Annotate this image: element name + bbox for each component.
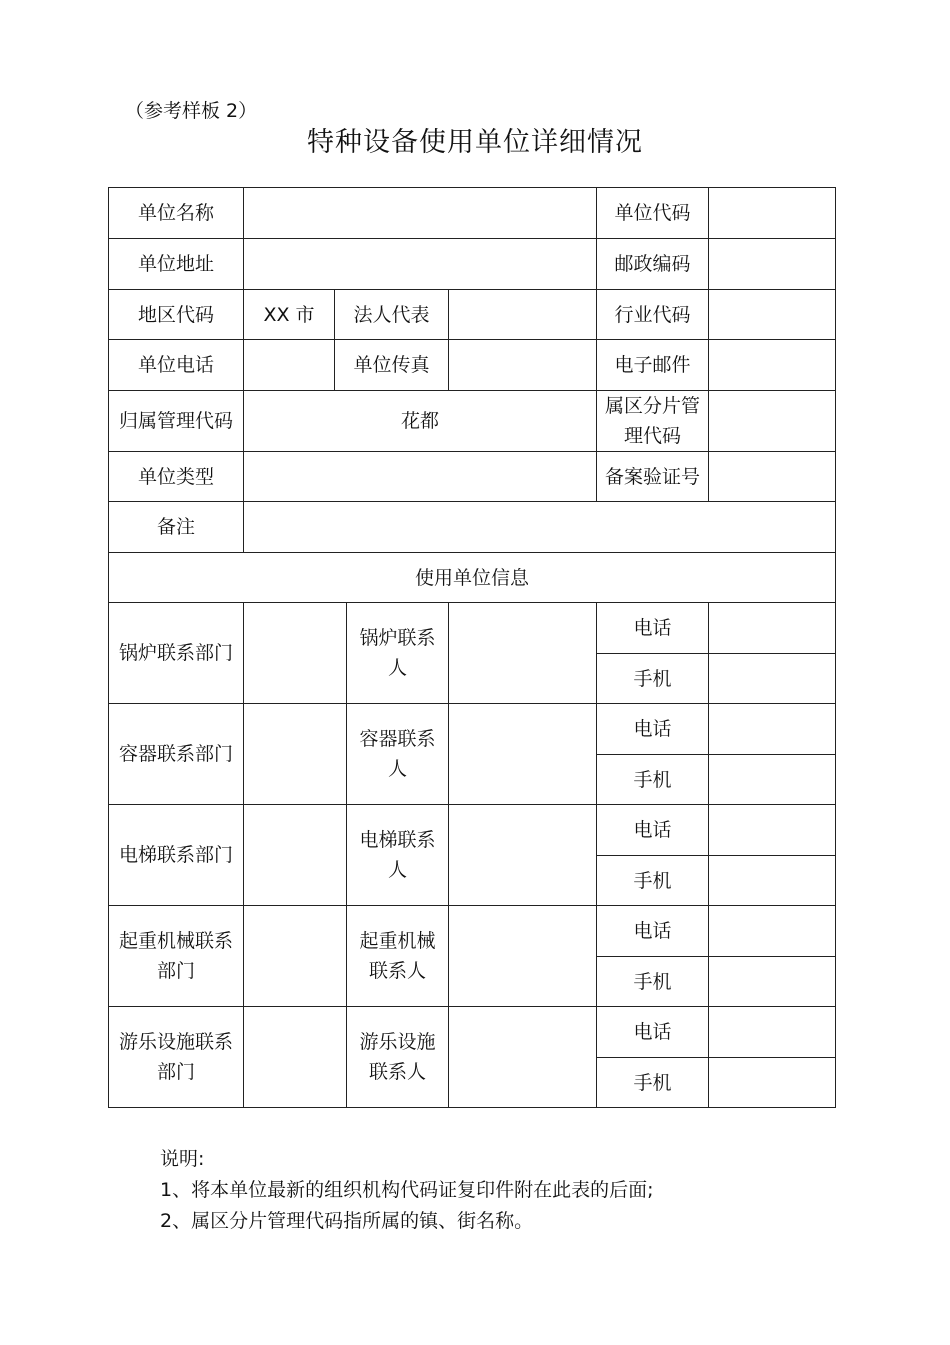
notes-block <box>160 1144 654 1237</box>
row-remark <box>109 502 836 553</box>
boiler-mobile-field[interactable] <box>709 654 836 704</box>
legal-rep-field[interactable] <box>449 290 597 340</box>
note-item: 2、属区分片管理代码指所属的镇、街名称。 <box>160 1210 534 1232</box>
crane-person-label: 起重机械联系人 <box>347 906 449 1007</box>
elevator-phone-label: 电话 <box>597 805 709 856</box>
vessel-person-field[interactable] <box>449 704 597 805</box>
vessel-phone-label: 电话 <box>597 704 709 755</box>
email-label: 电子邮件 <box>597 340 709 391</box>
boiler-dept-field[interactable] <box>244 603 347 704</box>
contact-row-amusement <box>109 1007 836 1058</box>
row-admin-code <box>109 391 836 452</box>
amusement-person-label: 游乐设施联系人 <box>347 1007 449 1108</box>
row-usage-section <box>109 553 836 603</box>
amusement-person-field[interactable] <box>449 1007 597 1108</box>
elevator-mobile-label: 手机 <box>597 856 709 906</box>
vessel-mobile-field[interactable] <box>709 755 836 805</box>
contact-row-boiler <box>109 603 836 654</box>
unit-phone-field[interactable] <box>244 340 335 391</box>
usage-section-title: 使用单位信息 <box>109 553 836 603</box>
filing-number-field[interactable] <box>709 452 836 502</box>
elevator-person-label: 电梯联系人 <box>347 805 449 906</box>
contact-row-elevator <box>109 805 836 856</box>
industry-code-field[interactable] <box>709 290 836 340</box>
vessel-phone-field[interactable] <box>709 704 836 755</box>
unit-type-label: 单位类型 <box>109 452 244 502</box>
contact-row-crane <box>109 906 836 957</box>
unit-address-field[interactable] <box>244 239 597 290</box>
region-code-value[interactable]: XX 市 <box>244 290 335 340</box>
row-unit-type <box>109 452 836 502</box>
remark-field[interactable] <box>244 502 836 553</box>
notes-heading: 说明: <box>160 1148 205 1170</box>
boiler-dept-label: 锅炉联系部门 <box>109 603 244 704</box>
elevator-mobile-field[interactable] <box>709 856 836 906</box>
unit-type-field[interactable] <box>244 452 597 502</box>
sample-label: （参考样板 2） <box>125 100 258 122</box>
elevator-dept-field[interactable] <box>244 805 347 906</box>
contact-row-vessel <box>109 704 836 755</box>
crane-person-field[interactable] <box>449 906 597 1007</box>
unit-phone-label: 单位电话 <box>109 340 244 391</box>
crane-dept-field[interactable] <box>244 906 347 1007</box>
region-code-label: 地区代码 <box>109 290 244 340</box>
elevator-phone-field[interactable] <box>709 805 836 856</box>
vessel-dept-field[interactable] <box>244 704 347 805</box>
unit-name-label: 单位名称 <box>109 188 244 239</box>
amusement-phone-label: 电话 <box>597 1007 709 1058</box>
unit-detail-form <box>108 187 836 1108</box>
amusement-mobile-label: 手机 <box>597 1058 709 1108</box>
row-unit-name <box>109 188 836 239</box>
boiler-mobile-label: 手机 <box>597 654 709 704</box>
district-code-label: 属区分片管理代码 <box>597 391 709 452</box>
unit-name-field[interactable] <box>244 188 597 239</box>
amusement-mobile-field[interactable] <box>709 1058 836 1108</box>
admin-code-value[interactable]: 花都 <box>244 391 597 452</box>
amusement-phone-field[interactable] <box>709 1007 836 1058</box>
boiler-person-field[interactable] <box>449 603 597 704</box>
vessel-dept-label: 容器联系部门 <box>109 704 244 805</box>
boiler-phone-field[interactable] <box>709 603 836 654</box>
elevator-person-field[interactable] <box>449 805 597 906</box>
note-item: 1、将本单位最新的组织机构代码证复印件附在此表的后面; <box>160 1179 654 1201</box>
unit-fax-field[interactable] <box>449 340 597 391</box>
email-field[interactable] <box>709 340 836 391</box>
row-unit-address <box>109 239 836 290</box>
crane-mobile-field[interactable] <box>709 957 836 1007</box>
remark-label: 备注 <box>109 502 244 553</box>
industry-code-label: 行业代码 <box>597 290 709 340</box>
crane-phone-field[interactable] <box>709 906 836 957</box>
page-title: 特种设备使用单位详细情况 <box>307 127 643 158</box>
vessel-person-label: 容器联系人 <box>347 704 449 805</box>
boiler-person-label: 锅炉联系人 <box>347 603 449 704</box>
legal-rep-label: 法人代表 <box>335 290 449 340</box>
postcode-field[interactable] <box>709 239 836 290</box>
row-phone <box>109 340 836 391</box>
postcode-label: 邮政编码 <box>597 239 709 290</box>
elevator-dept-label: 电梯联系部门 <box>109 805 244 906</box>
unit-address-label: 单位地址 <box>109 239 244 290</box>
filing-number-label: 备案验证号 <box>597 452 709 502</box>
unit-fax-label: 单位传真 <box>335 340 449 391</box>
crane-mobile-label: 手机 <box>597 957 709 1007</box>
amusement-dept-field[interactable] <box>244 1007 347 1108</box>
unit-code-field[interactable] <box>709 188 836 239</box>
admin-code-label: 归属管理代码 <box>109 391 244 452</box>
crane-phone-label: 电话 <box>597 906 709 957</box>
amusement-dept-label: 游乐设施联系部门 <box>109 1007 244 1108</box>
row-region-code <box>109 290 836 340</box>
unit-code-label: 单位代码 <box>597 188 709 239</box>
district-code-field[interactable] <box>709 391 836 452</box>
vessel-mobile-label: 手机 <box>597 755 709 805</box>
crane-dept-label: 起重机械联系部门 <box>109 906 244 1007</box>
boiler-phone-label: 电话 <box>597 603 709 654</box>
